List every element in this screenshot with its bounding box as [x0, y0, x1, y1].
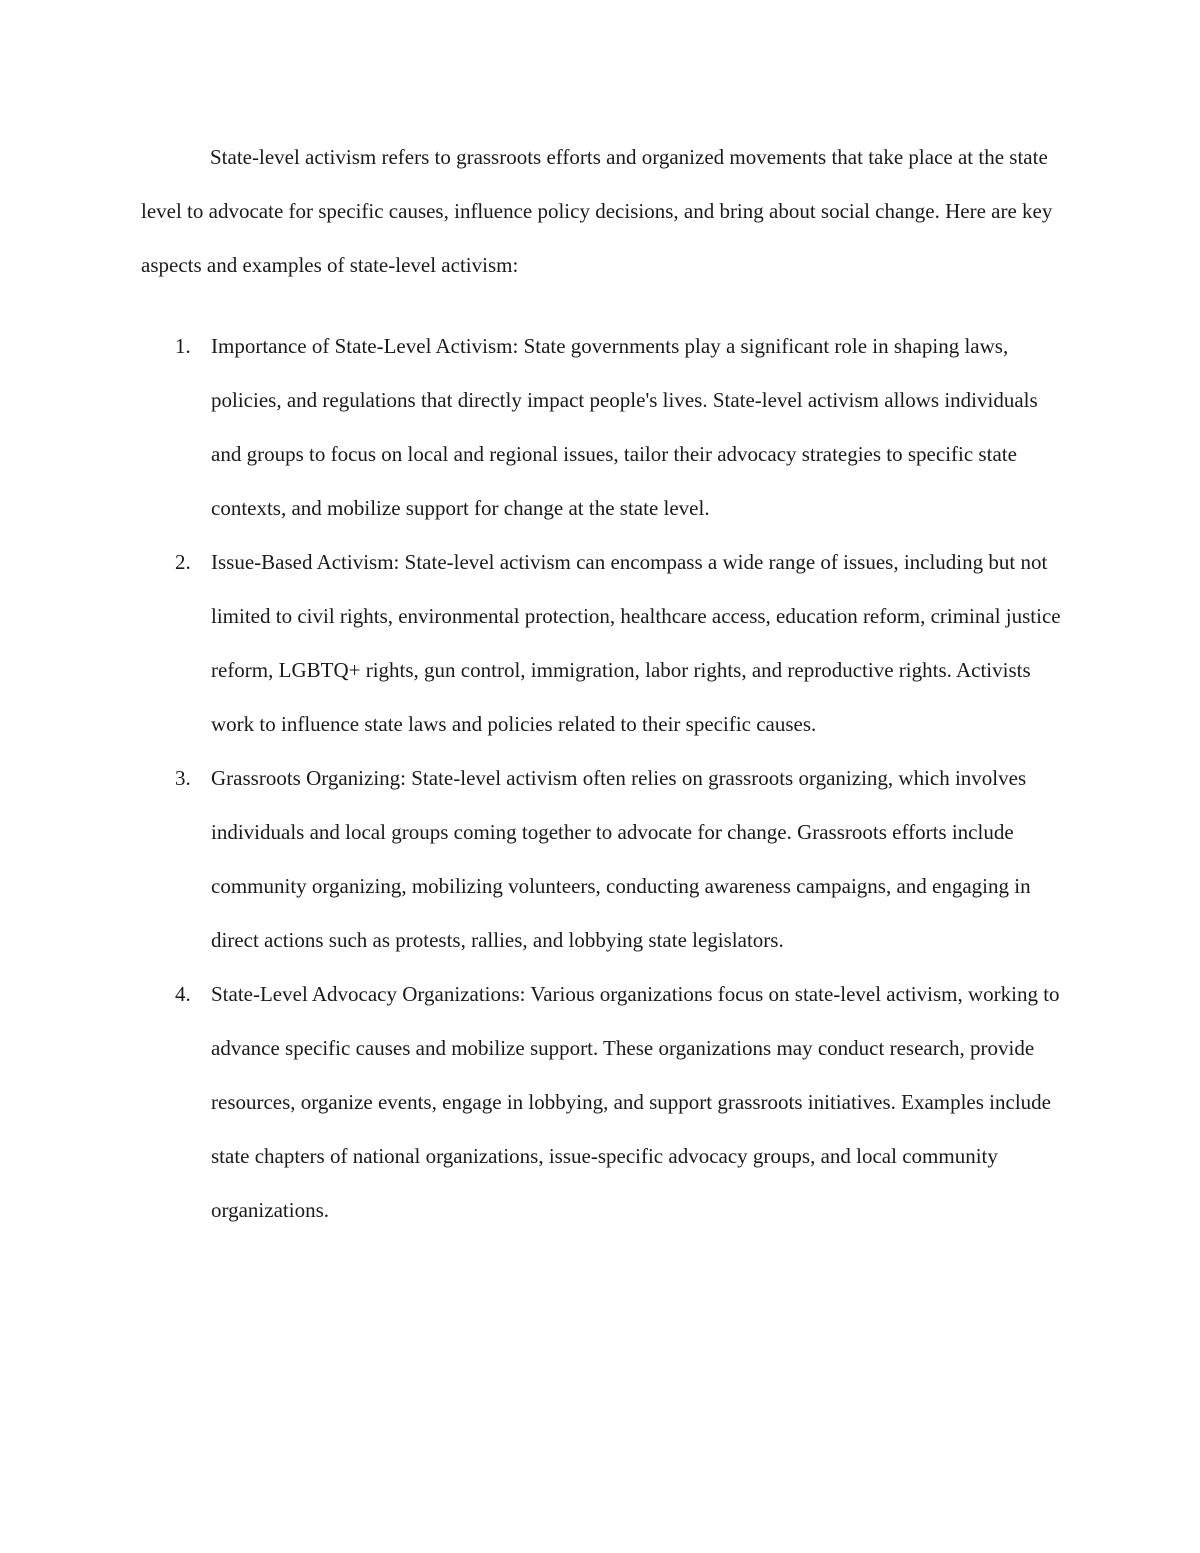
- list-item-text: Issue-Based Activism: State-level activism can encompass a wide range of issues, including but not limited to civil rights, environmental protection, healthcare access, education reform, criminal justice reform, LGBTQ+ rights, gun control, immigration, labor rights, and reproductive rights. Activists work to influence state laws and policies related to their specific causes.: [211, 550, 1061, 736]
- list-item-number: 3.: [175, 766, 191, 790]
- list-item: [141, 967, 1061, 1237]
- list-item: [141, 319, 1061, 535]
- list-item-number: 4.: [175, 982, 191, 1006]
- list-item: [141, 751, 1061, 967]
- intro-paragraph: State-level activism refers to grassroots efforts and organized movements that take place at the state level to advocate for specific causes, influence policy decisions, and bring about social change. Here are key aspects and examples of state-level activism:: [141, 145, 1053, 277]
- list-item-number: 1.: [175, 334, 191, 358]
- list-item-text: Grassroots Organizing: State-level activism often relies on grassroots organizing, which involves individuals and local groups coming together to advocate for change. Grassroots efforts include community organizing, mobilizing volunteers, conducting awareness campaigns, and engaging in direct actions such as protests, rallies, and lobbying state legislators.: [211, 766, 1031, 952]
- list-item-number: 2.: [175, 550, 191, 574]
- list-item-text: State-Level Advocacy Organizations: Various organizations focus on state-level activism, working to advance specific causes and mobilize support. These organizations may conduct research, provide resources, organize events, engage in lobbying, and support grassroots initiatives. Examples include state chapters of national organizations, issue-specific advocacy groups, and local community organizations.: [211, 982, 1060, 1222]
- list-item: [141, 535, 1061, 751]
- document-body: [141, 130, 1061, 1237]
- list-item-text: Importance of State-Level Activism: State governments play a significant role in shaping laws, policies, and regulations that directly impact people's lives. State-level activism allows individuals and groups to focus on local and regional issues, tailor their advocacy strategies to specific state contexts, and mobilize support for change at the state level.: [211, 334, 1038, 520]
- aspects-list: [141, 319, 1061, 1237]
